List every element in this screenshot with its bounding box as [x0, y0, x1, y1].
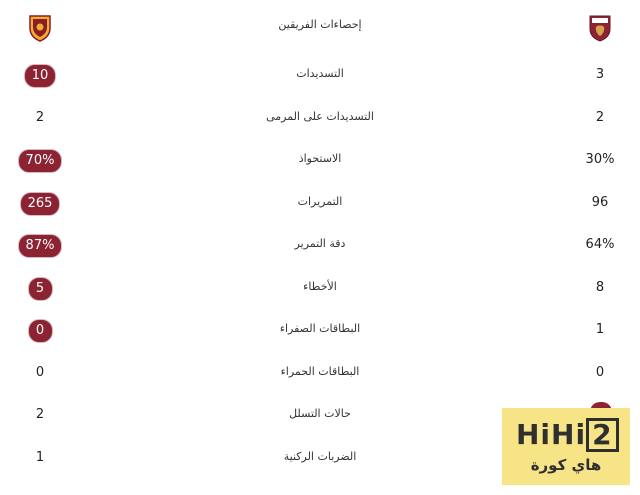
- left-value: [10, 235, 70, 255]
- left-value: 0: [35, 365, 45, 380]
- right-value: 3: [595, 67, 605, 82]
- stat-row-yellow-cards: [0, 315, 640, 345]
- watermark-arabic: هاي كورة: [530, 456, 602, 474]
- right-value: 30%: [585, 152, 615, 167]
- left-value-pill: 10: [24, 64, 57, 88]
- watermark-latin-text: HiHi: [516, 418, 587, 451]
- right-value: 8: [595, 280, 605, 295]
- stat-label: التسديدات: [296, 67, 344, 80]
- left-value: 2: [35, 110, 45, 125]
- stat-label: حالات التسلل: [289, 407, 351, 420]
- hihi2-watermark-logo: [502, 408, 630, 485]
- stat-row-shots-on-target: [0, 103, 640, 133]
- watermark-digit: 2: [586, 418, 618, 452]
- stat-row-shots: [0, 60, 640, 90]
- left-value: 2: [35, 407, 45, 422]
- right-value: 64%: [585, 237, 615, 252]
- header-title: إحصاءات الفريقين: [278, 18, 362, 31]
- stat-label: البطاقات الحمراء: [280, 365, 360, 378]
- stat-row-passes: [0, 188, 640, 218]
- stat-row-fouls: [0, 273, 640, 303]
- left-value-pill: 265: [20, 192, 61, 216]
- stat-label: الضربات الركنية: [283, 450, 357, 463]
- right-value: 0: [595, 365, 605, 380]
- stat-label: الاستحواذ: [298, 152, 342, 165]
- right-value: 96: [591, 195, 609, 210]
- stat-row-red-cards: [0, 358, 640, 388]
- left-value-pill: 87%: [18, 234, 63, 258]
- left-value: [10, 150, 70, 170]
- stats-header: [0, 0, 640, 55]
- left-value-pill: 70%: [18, 149, 63, 173]
- left-value: [10, 278, 70, 298]
- left-value: 1: [35, 450, 45, 465]
- roma-crest-icon: [28, 14, 52, 42]
- watermark-latin: [516, 418, 619, 452]
- stat-row-pass-accuracy: [0, 230, 640, 260]
- stat-label: الأخطاء: [303, 280, 337, 293]
- stat-label: دقة التمرير: [294, 237, 346, 250]
- stat-row-possession: [0, 145, 640, 175]
- stat-label: التسديدات على المرمى: [266, 110, 374, 123]
- left-value-pill: 0: [28, 319, 53, 343]
- stat-label: التمريرات: [297, 195, 343, 208]
- left-value: [10, 193, 70, 213]
- stat-label: البطاقات الصفراء: [279, 322, 361, 335]
- left-value-pill: 5: [28, 277, 53, 301]
- right-value: 2: [595, 110, 605, 125]
- right-value: 1: [595, 322, 605, 337]
- torino-crest-icon: [588, 14, 612, 42]
- left-value: [10, 320, 70, 340]
- left-value: [10, 65, 70, 85]
